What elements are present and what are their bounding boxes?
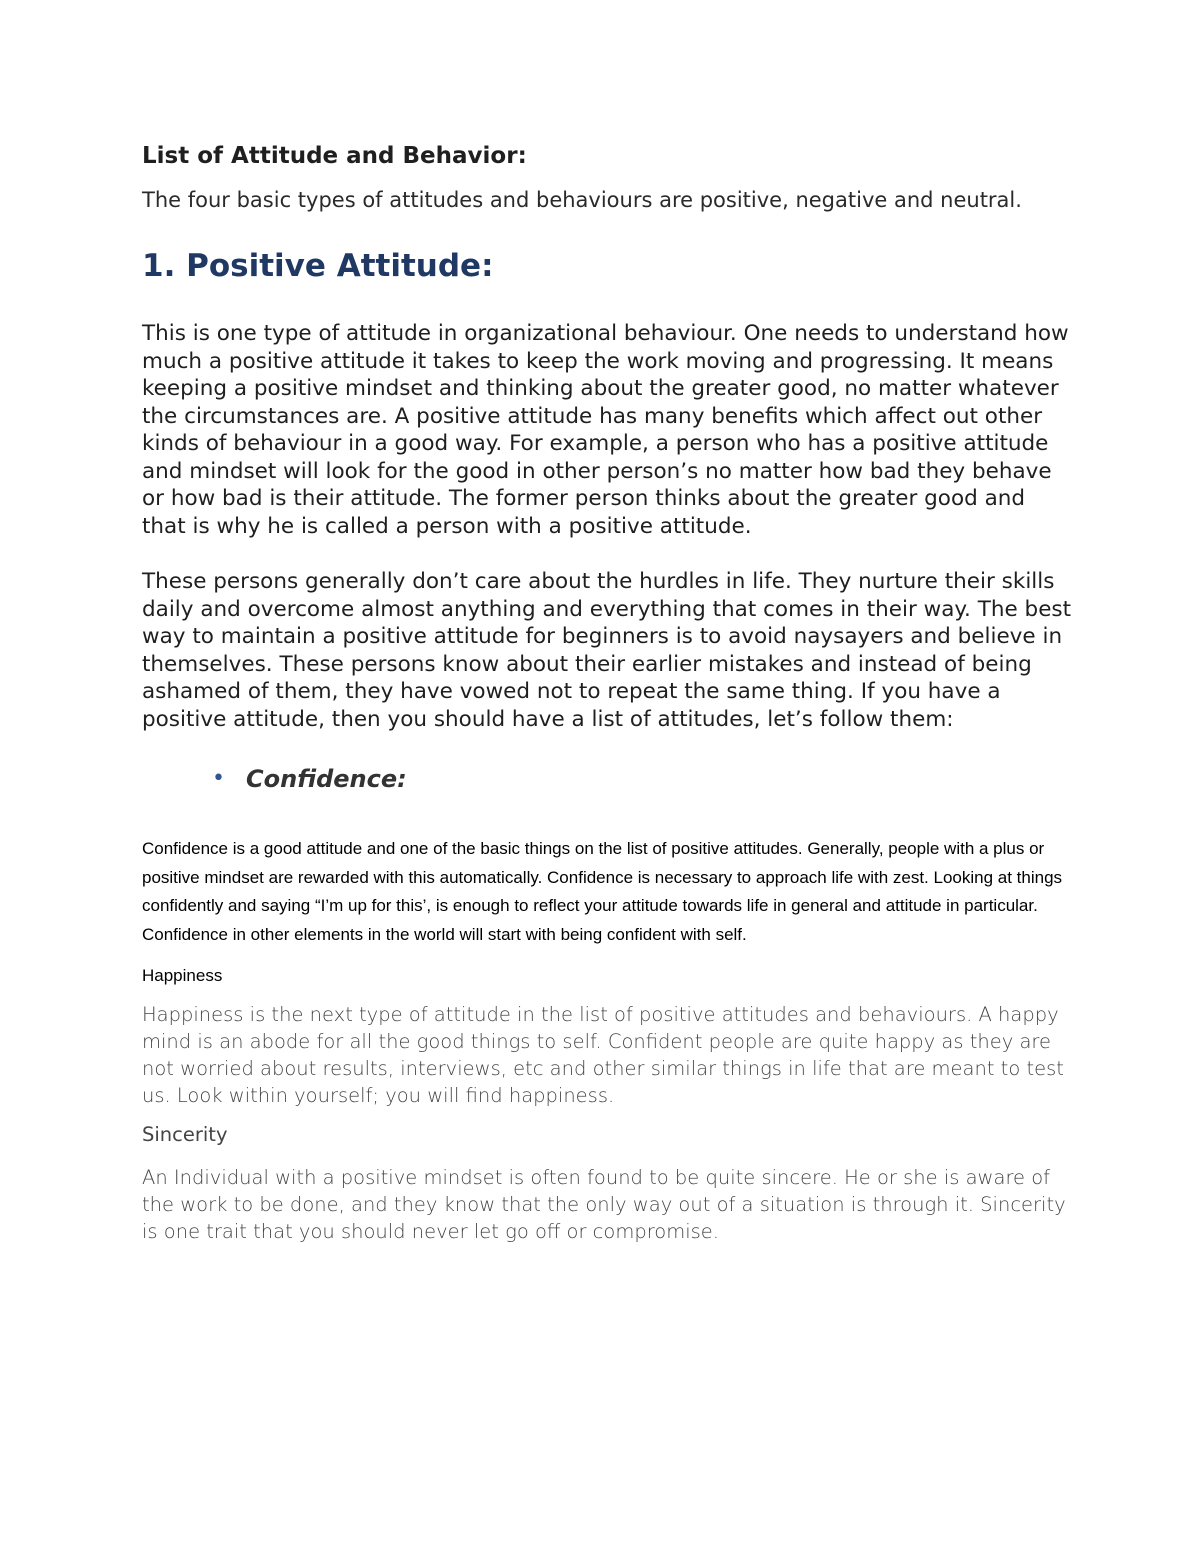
body-paragraph-1: This is one type of attitude in organizational behaviour. One needs to understand how much a positive attitude it takes to keep the work moving and progressing. It means keeping a positive mindset and thinking about the greater good, no matter whatever the circumstances are. A positive attitude has many benefits which affect out other kinds of behaviour in a good way. For example, a person who has a positive attitude and mindset will look for the good in other person’s no matter how bad they behave or how bad is their attitude. The former person thinks about the greater good and that is why he is called a person with a positive attitude. <box>142 321 1069 539</box>
document-title: List of Attitude and Behavior: <box>142 143 527 169</box>
sincerity-heading: Sincerity <box>142 1123 228 1146</box>
bullet-label-confidence: Confidence: <box>246 765 407 793</box>
document-content <box>142 138 1072 1257</box>
happiness-heading: Happiness <box>142 966 223 985</box>
intro-paragraph: The four basic types of attitudes and behaviours are positive, negative and neutral. <box>142 188 1022 212</box>
bullet-dot-icon: • <box>212 766 225 791</box>
sincerity-paragraph: An Individual with a positive mindset is often found to be quite sincere. He or she is aware of the work to be done, and they know that the only way out of a situation is through it. Sincerity is one trait that you should never let go off or compromise. <box>142 1166 1066 1243</box>
body-paragraph-2: These persons generally don’t care about the hurdles in life. They nurture their skills daily and overcome almost anything and everything that comes in their way. The best way to maintain a positive attitude for beginners is to avoid naysayers and believe in themselves. These persons know about their earlier mistakes and instead of being ashamed of them, they have vowed not to repeat the same thing. If you have a positive attitude, then you should have a list of attitudes, let’s follow them: <box>142 569 1072 732</box>
bullet-item-confidence <box>142 761 1072 797</box>
confidence-paragraph: Confidence is a good attitude and one of the basic things on the list of positive attitudes. Generally, people with a plus or positive mindset are rewarded with this automatically. Confidence is necessary to approach life with zest. Looking at things confidently and saying “I’m up for this’, is enough to reflect your attitude towards life in general and attitude in particular. Confidence in other elements in the world will start with being confident with self. <box>142 839 1063 944</box>
section-heading-positive-attitude: 1. Positive Attitude: <box>142 248 494 284</box>
happiness-paragraph: Happiness is the next type of attitude in the list of positive attitudes and behaviours. A happy mind is an abode for all the good things to self. Confident people are quite happy as they are not worried about results, interviews, etc and other similar things in life that are meant to test us. Look within yourself; you will find happiness. <box>142 1003 1064 1107</box>
